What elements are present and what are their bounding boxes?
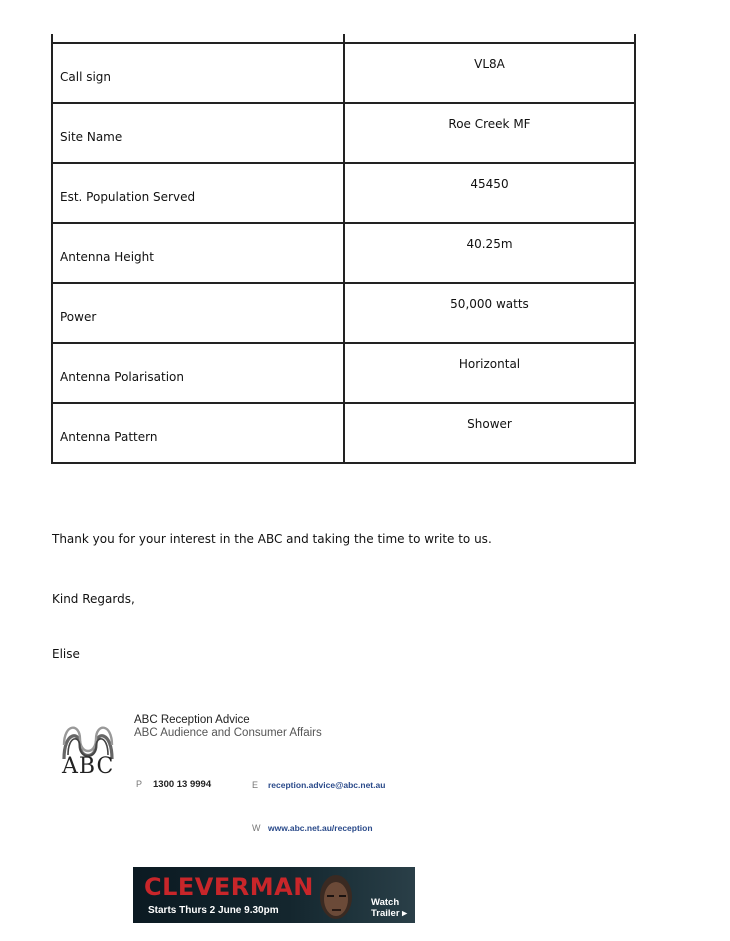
row-label: Power	[52, 283, 344, 343]
row-value: Horizontal	[344, 343, 635, 403]
row-label: Call sign	[52, 43, 344, 103]
watch-trailer-link[interactable]	[371, 897, 407, 919]
table-row	[52, 103, 635, 163]
stub-line-middle	[343, 34, 345, 42]
row-value: VL8A	[344, 43, 635, 103]
regards-line: Kind Regards,	[52, 592, 135, 606]
phone-number: 1300 13 9994	[153, 779, 212, 790]
row-label: Antenna Height	[52, 223, 344, 283]
row-value: Shower	[344, 403, 635, 463]
signature-title: ABC Reception Advice	[134, 714, 250, 726]
email-label: E	[252, 780, 259, 790]
table-continuation-stub	[51, 34, 636, 42]
transmitter-table-wrap	[51, 34, 636, 464]
banner-title: CLEVERMAN	[144, 873, 314, 901]
stub-line-right	[634, 34, 636, 42]
abc-logo-wordmark: ABC	[62, 754, 115, 779]
table-row	[52, 403, 635, 463]
row-value: 50,000 watts	[344, 283, 635, 343]
email-link[interactable]: reception.advice@abc.net.au	[268, 780, 386, 790]
row-label: Antenna Polarisation	[52, 343, 344, 403]
table-row	[52, 343, 635, 403]
cleverman-promo-banner[interactable]	[133, 867, 415, 923]
row-value: 45450	[344, 163, 635, 223]
watch-line-1: Watch	[371, 897, 400, 908]
table-row	[52, 163, 635, 223]
row-label: Est. Population Served	[52, 163, 344, 223]
phone-label: P	[136, 779, 143, 789]
banner-subtitle: Starts Thurs 2 June 9.30pm	[148, 905, 279, 916]
table-row	[52, 283, 635, 343]
web-link[interactable]: www.abc.net.au/reception	[268, 823, 373, 833]
table-row	[52, 223, 635, 283]
table-row	[52, 43, 635, 103]
row-value: Roe Creek MF	[344, 103, 635, 163]
signature-department: ABC Audience and Consumer Affairs	[134, 727, 322, 739]
stub-line-left	[51, 34, 53, 42]
row-label: Site Name	[52, 103, 344, 163]
banner-character-image	[305, 867, 367, 923]
watch-line-2: Trailer ▸	[371, 908, 407, 919]
row-value: 40.25m	[344, 223, 635, 283]
web-label: W	[252, 823, 261, 833]
row-label: Antenna Pattern	[52, 403, 344, 463]
transmitter-details-table	[51, 42, 636, 464]
thanks-paragraph: Thank you for your interest in the ABC and taking the time to write to us.	[52, 532, 492, 546]
sender-name: Elise	[52, 647, 80, 661]
